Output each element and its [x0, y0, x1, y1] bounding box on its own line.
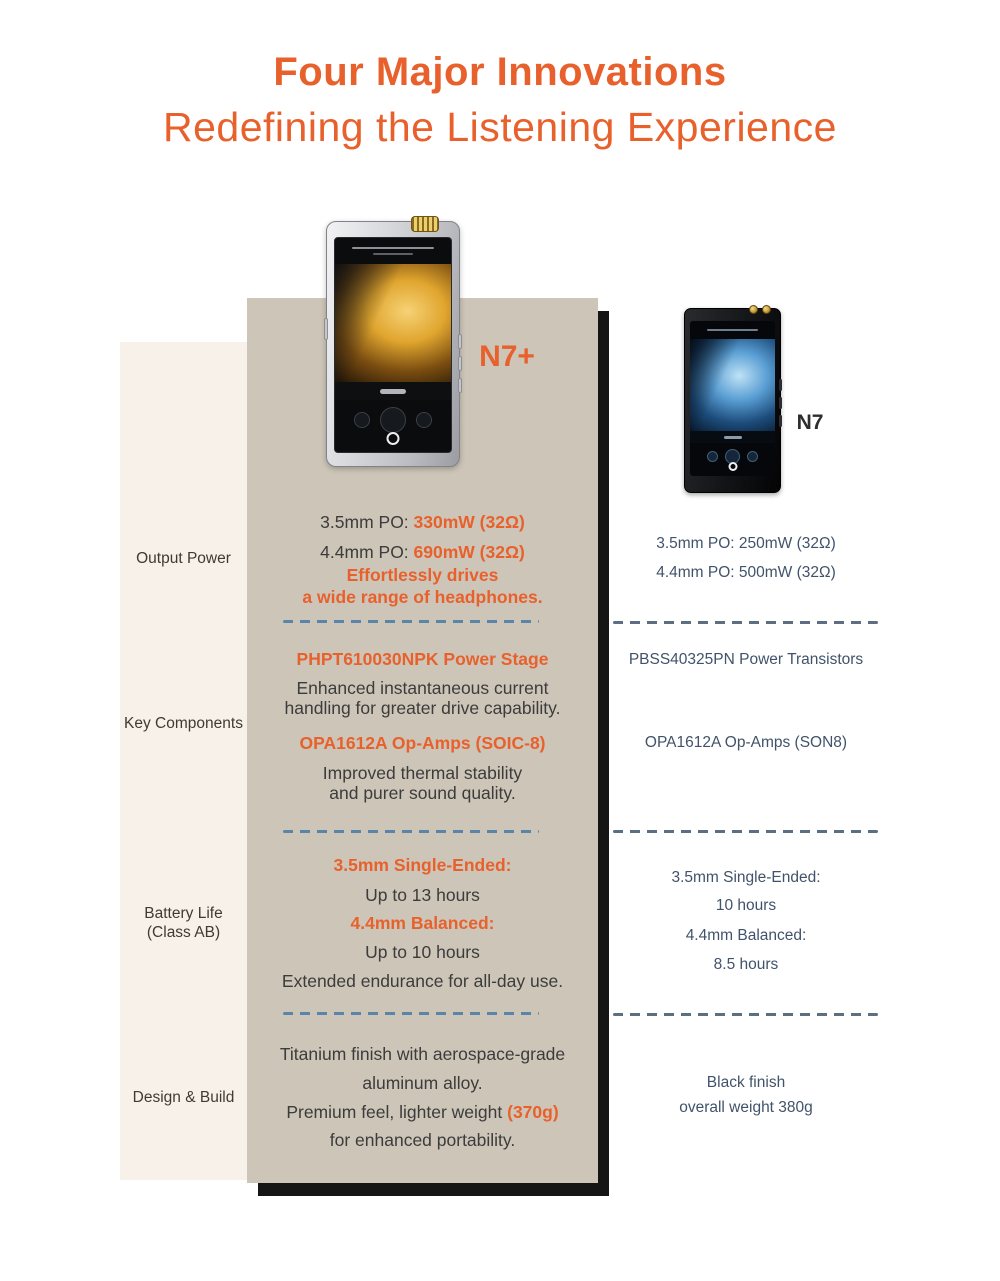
design-line3-weight: (370g)	[507, 1102, 559, 1122]
n7plus-battery-bal-title: 4.4mm Balanced:	[350, 913, 495, 933]
side-button-icon	[779, 379, 782, 391]
battery-life-line1: Battery Life	[144, 905, 223, 922]
po44-label: 4.4mm PO:	[320, 542, 414, 562]
n7plus-component-1-desc2: handling for greater drive capability.	[284, 698, 561, 718]
po35-value: 330mW (32Ω)	[413, 512, 525, 532]
header	[0, 48, 1000, 152]
page-title: Four Major Innovations	[273, 50, 727, 94]
n7plus-design-line4: for enhanced portability.	[329, 1130, 516, 1150]
n7plus-component-1-title: PHPT610030NPK Power Stage	[296, 649, 549, 669]
n7plus-po44-line	[250, 541, 595, 563]
n7-design-line2: overall weight 380g	[679, 1099, 813, 1116]
side-button-icon	[324, 318, 328, 340]
screen-info-strip	[335, 382, 451, 400]
n7plus-design-line3	[250, 1101, 595, 1123]
separator-middle-2	[283, 830, 539, 833]
n7plus-po35-line	[250, 511, 595, 533]
n7-po35-line: 3.5mm PO: 250mW (32Ω)	[656, 535, 836, 552]
n7-device-image	[684, 308, 781, 493]
n7-battery-se-value: 10 hours	[715, 897, 777, 914]
n7plus-battery-note: Extended endurance for all-day use.	[281, 971, 564, 991]
volume-knob-icon	[411, 216, 439, 232]
screen-statusbar	[690, 321, 775, 339]
n7-battery-se-title: 3.5mm Single-Ended:	[671, 869, 821, 886]
n7plus-device-image	[326, 221, 460, 467]
home-button-icon	[728, 462, 737, 471]
n7-component-1: PBSS40325PN Power Transistors	[628, 651, 864, 668]
n7plus-component-2-desc2: and purer sound quality.	[329, 783, 516, 803]
row-label-battery-life	[120, 904, 247, 942]
separator-right-2	[613, 830, 878, 833]
screen-statusbar	[335, 238, 451, 264]
n7-label: N7	[796, 411, 824, 434]
n7plus-label: N7+	[479, 340, 535, 373]
n7plus-component-1-desc1: Enhanced instantaneous current	[296, 678, 549, 698]
n7-battery-bal-title: 4.4mm Balanced:	[685, 927, 807, 944]
separator-middle-3	[283, 1012, 539, 1015]
page-subtitle: Redefining the Listening Experience	[163, 104, 837, 150]
n7plus-battery-se-value: Up to 13 hours	[365, 885, 480, 905]
headphone-jack-icon	[749, 305, 758, 314]
design-line3-prefix: Premium feel, lighter weight	[286, 1102, 508, 1122]
row-label-key-components: Key Components	[124, 715, 243, 732]
n7plus-battery-bal-value: Up to 10 hours	[365, 942, 480, 962]
home-button-icon	[387, 432, 400, 445]
side-button-icon	[458, 378, 462, 393]
n7-component-2: OPA1612A Op-Amps (SON8)	[644, 734, 848, 751]
headphone-jack-icon	[762, 305, 771, 314]
n7-po44-line: 4.4mm PO: 500mW (32Ω)	[656, 564, 836, 581]
n7-design-line1: Black finish	[706, 1074, 786, 1091]
po35-label: 3.5mm PO:	[320, 512, 414, 532]
n7-screen	[690, 321, 775, 476]
battery-life-line2: (Class AB)	[146, 924, 221, 941]
n7plus-power-highlight-2: a wide range of headphones.	[302, 587, 543, 607]
n7plus-component-2-desc1: Improved thermal stability	[322, 763, 523, 783]
separator-right-1	[613, 621, 878, 624]
n7-battery-bal-value: 8.5 hours	[713, 956, 779, 973]
n7plus-component-2-title: OPA1612A Op-Amps (SOIC-8)	[299, 733, 546, 753]
separator-right-3	[613, 1013, 878, 1016]
n7plus-power-highlight-1: Effortlessly drives	[346, 565, 499, 585]
n7plus-design-line2: aluminum alloy.	[362, 1073, 483, 1093]
po44-value: 690mW (32Ω)	[413, 542, 525, 562]
n7plus-screen	[334, 237, 452, 453]
side-button-icon	[779, 397, 782, 409]
n7plus-design-line1: Titanium finish with aerospace-grade	[279, 1044, 566, 1064]
row-labels-panel	[120, 342, 247, 1180]
row-label-design-build: Design & Build	[132, 1089, 235, 1106]
separator-middle-1	[283, 620, 539, 623]
n7plus-battery-se-title: 3.5mm Single-Ended:	[333, 855, 512, 875]
album-art-gold	[335, 264, 451, 382]
row-label-output-power: Output Power	[136, 550, 231, 567]
